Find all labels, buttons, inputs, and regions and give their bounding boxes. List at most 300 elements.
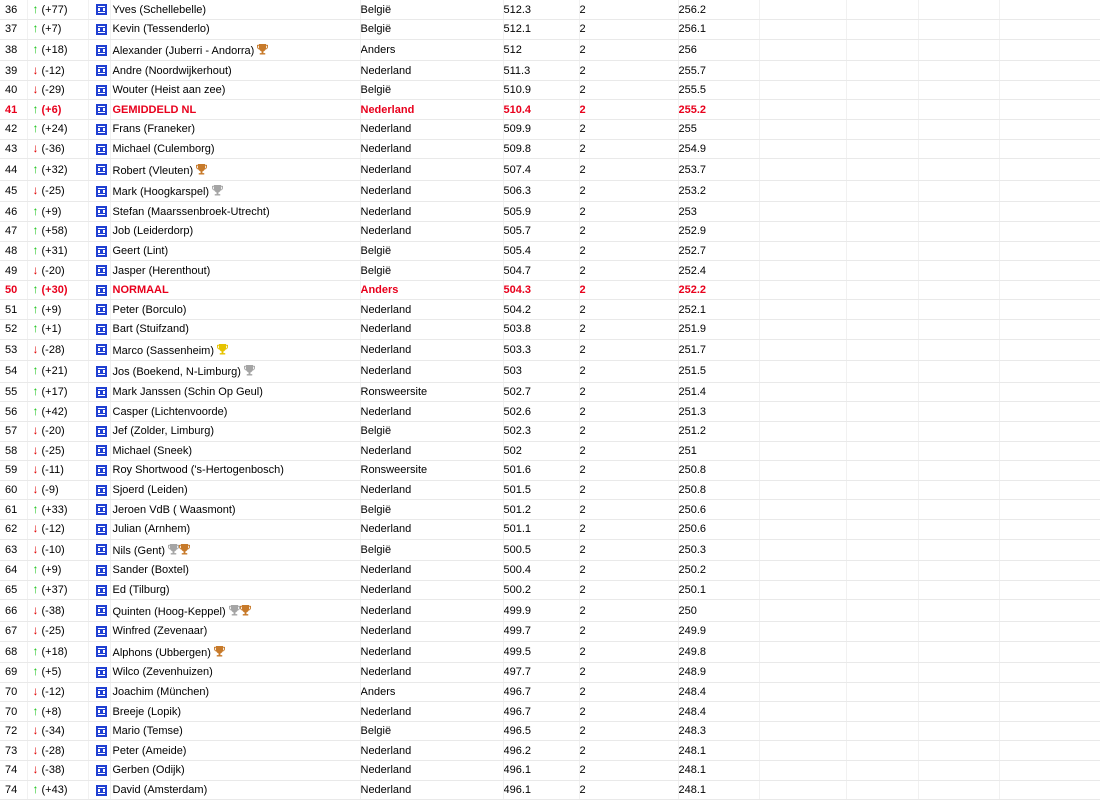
player-name[interactable]: Jef (Zolder, Limburg) [112,425,214,438]
table-row [0,539,1100,561]
rank-position: 48 [5,244,18,257]
average-score: 248.4 [678,685,707,698]
empty-cell [918,780,999,800]
empty-cell [759,80,846,100]
empty-cell [918,80,999,100]
player-country: Nederland [360,744,412,757]
player-name[interactable]: Jos (Boekend, N-Limburg) [112,366,241,379]
empty-cell [846,461,918,481]
profile-icon[interactable] [96,426,107,437]
player-name[interactable]: Stefan (Maarssenbroek-Utrecht) [112,205,270,218]
empty-cell [846,261,918,281]
player-country: Nederland [360,405,412,418]
empty-cell [999,39,1100,61]
table-row [0,280,1100,300]
average-score: 254.9 [678,142,707,155]
profile-icon[interactable] [96,344,107,355]
trophy-icon [240,604,251,616]
total-score: 509.8 [503,142,532,155]
empty-cell [759,721,846,741]
rank-position: 43 [5,142,18,155]
profile-icon[interactable] [96,186,107,197]
arrow-down-icon: ↓ [32,442,39,457]
player-name[interactable]: Job (Leiderdorp) [112,225,194,238]
rank-position: 55 [5,386,18,399]
table-row [0,339,1100,361]
total-score: 499.7 [503,625,532,638]
empty-cell [999,741,1100,761]
player-name[interactable]: David (Amsterdam) [112,783,208,796]
profile-icon[interactable] [96,226,107,237]
profile-icon[interactable] [96,4,107,15]
table-row [0,461,1100,481]
player-country: Nederland [360,303,412,316]
player-name[interactable]: Jasper (Herenthout) [112,264,211,277]
empty-cell [759,300,846,320]
average-score: 251.9 [678,323,707,336]
player-country: Nederland [360,584,412,597]
trophy-icon [229,604,240,616]
player-name[interactable]: Ed (Tilburg) [112,584,170,597]
empty-cell [846,580,918,600]
total-score: 504.3 [503,284,532,297]
empty-cell [999,320,1100,340]
player-country: België [360,725,392,738]
rank-change: (-25) [41,185,65,198]
empty-cell [918,139,999,159]
player-name[interactable]: NORMAAL [112,284,169,297]
player-name[interactable]: Winfred (Zevenaar) [112,625,208,638]
profile-icon[interactable] [96,785,107,796]
player-name[interactable]: Peter (Ameide) [112,744,187,757]
rank-change: (-20) [41,264,65,277]
average-score: 252.1 [678,303,707,316]
profile-icon[interactable] [96,485,107,496]
games-played: 2 [579,225,586,238]
player-name[interactable]: Wilco (Zevenhuizen) [112,666,213,679]
rank-change: (+24) [41,123,68,136]
games-played: 2 [579,103,586,116]
player-name[interactable]: Wouter (Heist aan zee) [112,84,226,97]
profile-icon[interactable] [96,324,107,335]
player-name[interactable]: Bart (Stuifzand) [112,323,189,336]
profile-icon[interactable] [96,605,107,616]
table-row [0,580,1100,600]
empty-cell [999,280,1100,300]
player-name[interactable]: Alexander (Juberri - Andorra) [112,44,255,57]
average-score: 256 [678,43,697,56]
player-country: Nederland [360,625,412,638]
total-score: 500.2 [503,584,532,597]
table-row [0,721,1100,741]
rank-change: (+77) [41,3,68,16]
player-country: Nederland [360,225,412,238]
table-row [0,320,1100,340]
empty-cell [999,180,1100,202]
player-country: Ronsweersite [360,464,428,477]
total-score: 505.9 [503,205,532,218]
empty-cell [918,382,999,402]
empty-cell [846,180,918,202]
empty-cell [759,361,846,383]
total-score: 502.7 [503,386,532,399]
empty-cell [759,741,846,761]
rank-change: (+37) [41,584,68,597]
arrow-down-icon: ↓ [32,762,39,777]
table-row [0,780,1100,800]
table-row [0,361,1100,383]
profile-icon[interactable] [96,206,107,217]
arrow-down-icon: ↓ [32,341,39,356]
arrow-down-icon: ↓ [32,262,39,277]
profile-icon[interactable] [96,104,107,115]
empty-cell [846,702,918,722]
player-country: Anders [360,685,396,698]
player-country: Ronsweersite [360,386,428,399]
arrow-down-icon: ↓ [32,723,39,738]
empty-cell [999,702,1100,722]
table-row [0,120,1100,140]
empty-cell [918,20,999,40]
arrow-up-icon: ↑ [32,21,39,36]
rank-change: (+32) [41,163,68,176]
rank-position: 63 [5,543,18,556]
empty-cell [999,519,1100,539]
arrow-up-icon: ↑ [32,1,39,16]
profile-icon[interactable] [96,504,107,515]
profile-icon[interactable] [96,445,107,456]
player-name[interactable]: Marco (Sassenheim) [112,344,214,357]
empty-cell [918,682,999,702]
arrow-down-icon: ↓ [32,82,39,97]
total-score: 511.3 [503,64,531,77]
rank-position: 73 [5,744,18,757]
total-score: 504.7 [503,264,532,277]
average-score: 248.3 [678,725,707,738]
profile-icon[interactable] [96,144,107,155]
empty-cell [846,641,918,663]
empty-cell [759,682,846,702]
empty-cell [918,580,999,600]
empty-cell [918,561,999,581]
player-name[interactable]: Sander (Boxtel) [112,564,189,577]
total-score: 502.3 [503,425,532,438]
empty-cell [846,139,918,159]
average-score: 251.5 [678,365,707,378]
player-name[interactable]: Quinten (Hoog-Keppel) [112,605,226,618]
player-name[interactable]: Frans (Franeker) [112,123,196,136]
empty-cell [999,561,1100,581]
player-name[interactable]: Robert (Vleuten) [112,164,194,177]
profile-icon[interactable] [96,626,107,637]
player-name[interactable]: Michael (Sneek) [112,444,192,457]
player-name[interactable]: Jeroen VdB ( Waasmont) [112,503,236,516]
player-country: België [360,84,392,97]
games-played: 2 [579,484,586,497]
profile-icon[interactable] [96,544,107,555]
empty-cell [918,39,999,61]
player-name[interactable]: Sjoerd (Leiden) [112,484,188,497]
rank-position: 74 [5,764,18,777]
empty-cell [846,500,918,520]
games-played: 2 [579,604,586,617]
empty-cell [999,120,1100,140]
player-name[interactable]: Gerben (Odijk) [112,764,185,777]
player-name[interactable]: Mark Janssen (Schin Op Geul) [112,386,263,399]
rank-position: 47 [5,225,18,238]
player-country: Nederland [360,123,412,136]
arrow-down-icon: ↓ [32,742,39,757]
arrow-up-icon: ↑ [32,203,39,218]
rank-position: 58 [5,444,18,457]
profile-icon[interactable] [96,285,107,296]
rank-change: (-12) [41,523,65,536]
rank-position: 70 [5,685,18,698]
empty-cell [999,441,1100,461]
rank-change: (+5) [41,666,62,679]
profile-icon[interactable] [96,745,107,756]
empty-cell [918,361,999,383]
empty-cell [759,139,846,159]
empty-cell [999,361,1100,383]
profile-icon[interactable] [96,646,107,657]
player-name[interactable]: Mark (Hoogkarspel) [112,186,210,199]
player-name[interactable]: Roy Shortwood ('s-Hertogenbosch) [112,464,284,477]
games-played: 2 [579,23,586,36]
arrow-down-icon: ↓ [32,521,39,536]
player-name[interactable]: Kevin (Tessenderlo) [112,23,210,36]
average-score: 251.7 [678,343,707,356]
arrow-up-icon: ↑ [32,161,39,176]
arrow-up-icon: ↑ [32,664,39,679]
rank-position: 61 [5,503,18,516]
player-country: Nederland [360,323,412,336]
player-name[interactable]: Michael (Culemborg) [112,142,215,155]
profile-icon[interactable] [96,524,107,535]
games-played: 2 [579,163,586,176]
rank-position: 56 [5,405,18,418]
empty-cell [846,621,918,641]
average-score: 253.2 [678,185,707,198]
empty-cell [918,641,999,663]
player-name[interactable]: Yves (Schellebelle) [112,3,207,16]
empty-cell [999,261,1100,281]
empty-cell [999,139,1100,159]
arrow-down-icon: ↓ [32,623,39,638]
average-score: 250.1 [678,584,707,597]
empty-cell [999,600,1100,622]
profile-icon[interactable] [96,304,107,315]
player-name[interactable]: Alphons (Ubbergen) [112,646,211,659]
total-score: 496.7 [503,705,532,718]
empty-cell [759,222,846,242]
profile-icon[interactable] [96,85,107,96]
profile-icon[interactable] [96,366,107,377]
arrow-up-icon: ↑ [32,582,39,597]
arrow-up-icon: ↑ [32,242,39,257]
empty-cell [918,741,999,761]
games-played: 2 [579,405,586,418]
empty-cell [759,39,846,61]
arrow-up-icon: ↑ [32,41,39,56]
player-name[interactable]: Andre (Noordwijkerhout) [112,64,232,77]
empty-cell [759,663,846,683]
profile-icon[interactable] [96,667,107,678]
empty-cell [759,402,846,422]
average-score: 250.2 [678,564,707,577]
empty-cell [918,500,999,520]
profile-icon[interactable] [96,585,107,596]
total-score: 500.5 [503,543,532,556]
empty-cell [999,402,1100,422]
player-country: Nederland [360,163,412,176]
table-row [0,663,1100,683]
player-country: Nederland [360,523,412,536]
trophy-icon [168,543,179,555]
rank-change: (-10) [41,543,65,556]
player-name[interactable]: Joachim (München) [112,685,210,698]
arrow-down-icon: ↓ [32,602,39,617]
profile-icon[interactable] [96,65,107,76]
player-country: Nederland [360,666,412,679]
average-score: 248.1 [678,744,707,757]
rank-position: 66 [5,604,18,617]
average-score: 251.3 [678,405,707,418]
total-score: 496.1 [503,764,532,777]
arrow-up-icon: ↑ [32,223,39,238]
profile-icon[interactable] [96,24,107,35]
total-score: 499.9 [503,604,532,617]
player-name[interactable]: Geert (Lint) [112,244,169,257]
average-score: 252.7 [678,244,707,257]
profile-icon[interactable] [96,387,107,398]
total-score: 497.7 [503,666,532,679]
trophy-icon [212,184,223,196]
empty-cell [999,20,1100,40]
arrow-up-icon: ↑ [32,101,39,116]
empty-cell [999,339,1100,361]
empty-cell [918,159,999,181]
player-country: Anders [360,284,399,297]
empty-cell [846,600,918,622]
rank-position: 72 [5,725,18,738]
games-played: 2 [579,425,586,438]
profile-icon[interactable] [96,687,107,698]
empty-cell [759,320,846,340]
empty-cell [846,222,918,242]
empty-cell [999,780,1100,800]
average-score: 251.4 [678,386,707,399]
total-score: 510.4 [503,103,532,116]
rank-position: 62 [5,523,18,536]
games-played: 2 [579,705,586,718]
rank-position: 42 [5,123,18,136]
profile-icon[interactable] [96,465,107,476]
player-country: Anders [360,43,396,56]
games-played: 2 [579,205,586,218]
average-score: 248.1 [678,764,707,777]
profile-icon[interactable] [96,246,107,257]
rank-change: (+21) [41,365,68,378]
player-name[interactable]: Breeje (Lopik) [112,705,181,718]
games-played: 2 [579,264,586,277]
rank-position: 53 [5,343,18,356]
player-country: Nederland [360,604,412,617]
empty-cell [918,261,999,281]
player-country: Nederland [360,343,412,356]
games-played: 2 [579,365,586,378]
player-name[interactable]: Mario (Temse) [112,725,183,738]
empty-cell [759,120,846,140]
profile-icon[interactable] [96,265,107,276]
empty-cell [999,241,1100,261]
profile-icon[interactable] [96,706,107,717]
profile-icon[interactable] [96,726,107,737]
empty-cell [846,741,918,761]
empty-cell [918,100,999,120]
empty-cell [846,339,918,361]
games-played: 2 [579,564,586,577]
rank-position: 50 [5,284,18,297]
table-row [0,561,1100,581]
empty-cell [918,241,999,261]
empty-cell [999,580,1100,600]
empty-cell [999,80,1100,100]
rank-change: (-38) [41,604,65,617]
total-score: 503 [503,365,522,378]
rank-position: 46 [5,205,18,218]
rank-change: (+9) [41,564,62,577]
player-name[interactable]: Peter (Borculo) [112,303,187,316]
trophy-icon [179,543,190,555]
empty-cell [918,621,999,641]
average-score: 256.1 [678,23,707,36]
games-played: 2 [579,625,586,638]
empty-cell [918,461,999,481]
empty-cell [999,0,1100,20]
player-country: Nederland [360,783,412,796]
rank-position: 39 [5,64,18,77]
trophy-icon [244,364,255,376]
profile-icon[interactable] [96,164,107,175]
player-name[interactable]: Casper (Lichtenvoorde) [112,405,228,418]
empty-cell [759,780,846,800]
player-name[interactable]: Nils (Gent) [112,544,166,557]
player-name[interactable]: Julian (Arnhem) [112,523,191,536]
empty-cell [918,0,999,20]
average-score: 255 [678,123,697,136]
rank-position: 65 [5,584,18,597]
profile-icon[interactable] [96,124,107,135]
trophy-icon [217,343,228,355]
player-country: Nederland [360,205,412,218]
profile-icon[interactable] [96,565,107,576]
profile-icon[interactable] [96,406,107,417]
profile-icon[interactable] [96,765,107,776]
games-played: 2 [579,43,586,56]
empty-cell [846,519,918,539]
player-name[interactable]: GEMIDDELD NL [112,103,197,116]
empty-cell [918,441,999,461]
profile-icon[interactable] [96,45,107,56]
total-score: 496.2 [503,744,532,757]
average-score: 252.4 [678,264,707,277]
rank-change: (-11) [41,464,64,477]
games-played: 2 [579,444,586,457]
average-score: 249.9 [678,625,707,638]
games-played: 2 [579,64,586,77]
total-score: 505.4 [503,244,532,257]
